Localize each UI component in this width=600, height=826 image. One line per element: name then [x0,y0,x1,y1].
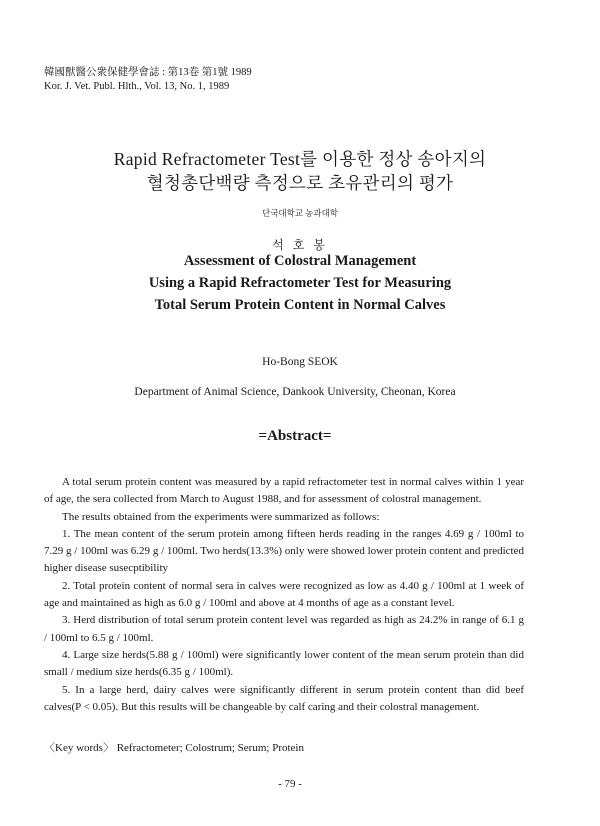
abstract-body [44,474,524,716]
korean-affiliation: 단국대학교 농과대학 [261,208,339,218]
korean-author: 석 호 봉 [272,238,328,252]
english-title-line-1: Assessment of Colostral Management [183,253,417,269]
journal-header [44,66,252,94]
english-title-line-2: Using a Rapid Refractometer Test for Measuring [148,275,452,291]
abstract-result-5: 5. In a large herd, dairy calves were significantly different in serum protein content than did beef calves(P < 0.05). But this results will be changeable by calf caring and their colostral management. [44,683,524,713]
journal-citation-english: Kor. J. Vet. Publ. Hlth., Vol. 13, No. 1, 1989 [44,81,230,92]
korean-title-line-1: Rapid Refractometer Test를 이용한 정상 송아지의 [113,149,487,169]
english-author: Ho-Bong SEOK [262,356,338,368]
keywords: 〈Key words〉 Refractometer; Colostrum; Serum; Protein [44,742,304,754]
abstract-paragraph-summary: The results obtained from the experiments were summarized as follows: [62,510,380,523]
korean-title-line-2: 혈청총단백량 측정으로 초유관리의 평가 [146,173,454,193]
abstract-heading: =Abstract= [258,428,332,444]
department-affiliation: Department of Animal Science, Dankook University, Cheonan, Korea [134,386,456,398]
abstract-result-1: 1. The mean content of the serum protein among fifteen herds reading in the ranges 4.69 g / 100ml to 7.29 g / 100ml was 6.29 g / 100ml. Two herds(13.3%) only were showed lower protein content and predicted higher disease susecptibility [44,527,524,575]
abstract-paragraph-intro: A total serum protein content was measured by a rapid refractometer test in normal calves within 1 year of age, the sera collected from March to August 1988, and for assessment of colostral management. [44,476,524,506]
english-title-line-3: Total Serum Protein Content in Normal Calves [154,297,446,313]
abstract-result-4: 4. Large size herds(5.88 g / 100ml) were significantly lower content of the mean serum protein than did small / medium size herds(6.35 g / 100ml). [44,648,524,679]
journal-citation-korean: 韓國獸醫公衆保健學會誌 : 第13卷 第1號 1989 [44,67,252,78]
abstract-result-3: 3. Herd distribution of total serum protein content level was regarded as high as 24.2% in range of 6.1 g / 100ml to 6.5 g / 100ml. [44,614,524,644]
abstract-result-2: 2. Total protein content of normal sera in calves were recognized as low as 4.40 g / 100ml at 1 week of age and maintained as high as 6.0 g / 100ml and above at 4 months of age as a constant level. [44,579,524,610]
page-number: - 79 - [278,778,302,790]
